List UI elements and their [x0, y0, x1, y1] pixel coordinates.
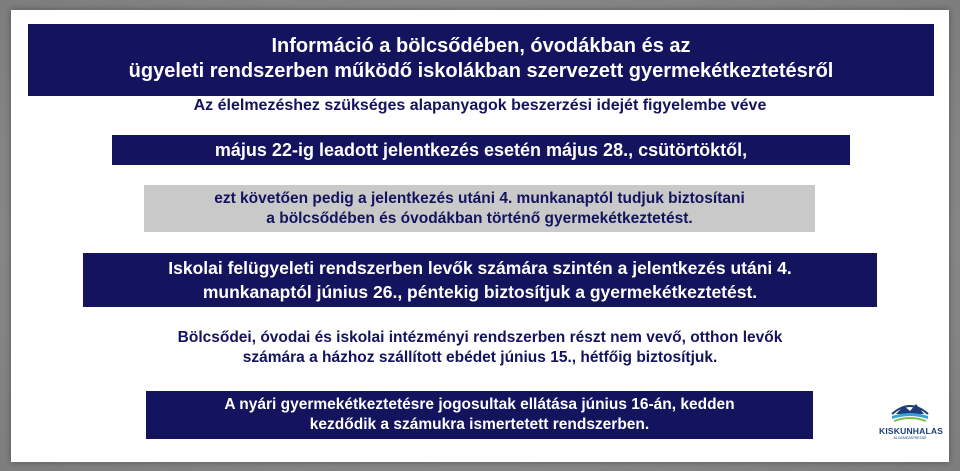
- kiskunhalas-crest-icon: [890, 396, 930, 426]
- home-delivery-text: [11, 328, 949, 368]
- school-banner: [83, 253, 877, 307]
- summer-line-1: A nyári gyermekétkeztetésre jogosultak ellátása június 16-án, kedden: [224, 396, 735, 413]
- title-line-1: Információ a bölcsődében, óvodákban és az: [271, 35, 691, 57]
- date-notice-banner: május 22-ig leadott jelentkezés esetén május 28., csütörtöktől,: [112, 135, 850, 165]
- logo-name: KISKUNHALAS: [879, 426, 944, 436]
- title-banner: [28, 24, 934, 96]
- intro-text: Az élelmezéshez szükséges alapanyagok beszerzési idejét figyelembe véve: [193, 97, 767, 114]
- followup-box: [144, 185, 815, 232]
- summer-banner: [146, 391, 813, 439]
- followup-line-1: ezt követően pedig a jelentkezés utáni 4. munkanaptól tudjuk biztosítani: [214, 190, 745, 207]
- kiskunhalas-logo: [879, 396, 944, 450]
- notice-panel: [11, 10, 949, 462]
- home-delivery-line-1: Bölcsődei, óvodai és iskolai intézményi rendszerben részt nem vevő, otthon levők: [177, 329, 783, 346]
- followup-line-2: a bölcsődében és óvodákban történő gyermekétkeztetést.: [266, 210, 693, 227]
- home-delivery-line-2: számára a házhoz szállított ebédet június 15., hétfőig biztosítjuk.: [242, 349, 718, 366]
- summer-line-2: kezdődik a számukra ismertetett rendszerben.: [309, 416, 650, 433]
- school-line-1: Iskolai felügyeleti rendszerben levők számára szintén a jelentkezés utáni 4.: [168, 258, 792, 278]
- title-line-2: ügyeleti rendszerben működő iskolákban szervezett gyermekétkeztetésről: [128, 60, 834, 82]
- logo-subtitle: ALGEMEZAFRESSÉ: [893, 436, 927, 440]
- school-line-2: munkanaptól június 26., péntekig biztosítjuk a gyermekétkeztetést.: [202, 282, 758, 302]
